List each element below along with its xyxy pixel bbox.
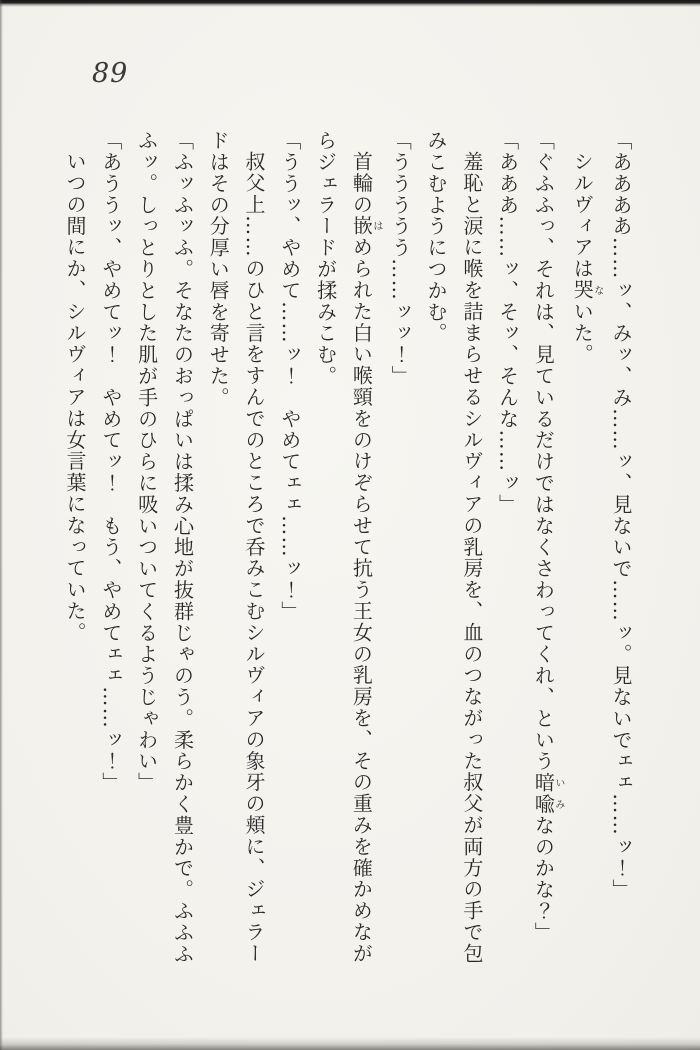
paragraph-1: 「ああああ……ッ、みッ、み……ッ、見ないで……ッ。見ないでェェ……ッ！」 [609, 130, 633, 901]
scan-edge-left [0, 0, 3, 1050]
furigana-ruby: 哭な [570, 279, 603, 301]
paragraph-9: 叔父上……のひと言をすんでのところで呑みこむシルヴィアの象牙の頬に、ジェラードはその分厚い唇を寄せた。 [206, 130, 267, 965]
paragraph-2: シルヴィアは哭ないた。 [570, 151, 603, 366]
paragraph-6: 「ううううう……ッッ！」 [388, 130, 413, 387]
paragraph-10: 「ふッふッふ。そなたのおっぱいは揉み心地が抜群じゃのう。柔らかく豊かで。ふふふふッ。しっとりとした肌が手のひらに吸いついてくるようじゃわい」 [134, 130, 195, 965]
scan-edge-top [0, 0, 700, 7]
furigana-ruby: 嵌は [349, 215, 382, 237]
paragraph-5: 羞恥と涙に喉を詰まらせるシルヴィアの乳房を、血のつながった叔父が両方の手で包みこむようにつかむ。 [424, 130, 484, 965]
paragraph-3: 「ぐふふっ、それは、見ているだけではなくさわってくれ、という暗喩いみなのかな？」 [531, 130, 564, 944]
scan-edge-bottom [0, 1037, 700, 1050]
text-block [62, 130, 638, 978]
paragraph-11: 「あううッ、やめてッ！ やめてッ！ もう、やめてェェ……ッ！」 [98, 130, 123, 794]
paragraph-12: いつの間にか、シルヴィアは女言葉になっていた。 [63, 151, 88, 644]
page-number: 89 [92, 58, 129, 89]
paragraph-7: 首輪の嵌はめられた白い喉頸をのけぞらせて抗う王女の乳房を、その重みを確かめながらジェラードが揉みこむ。 [313, 130, 382, 965]
furigana-ruby: 暗喩いみ [531, 772, 564, 815]
paragraph-4: 「あああ……ッ、そッ、そんな……ッ」 [495, 130, 520, 516]
paragraph-8: 「ううッ、やめて……ッ！ やめてェェ……ッ！」 [277, 130, 302, 623]
